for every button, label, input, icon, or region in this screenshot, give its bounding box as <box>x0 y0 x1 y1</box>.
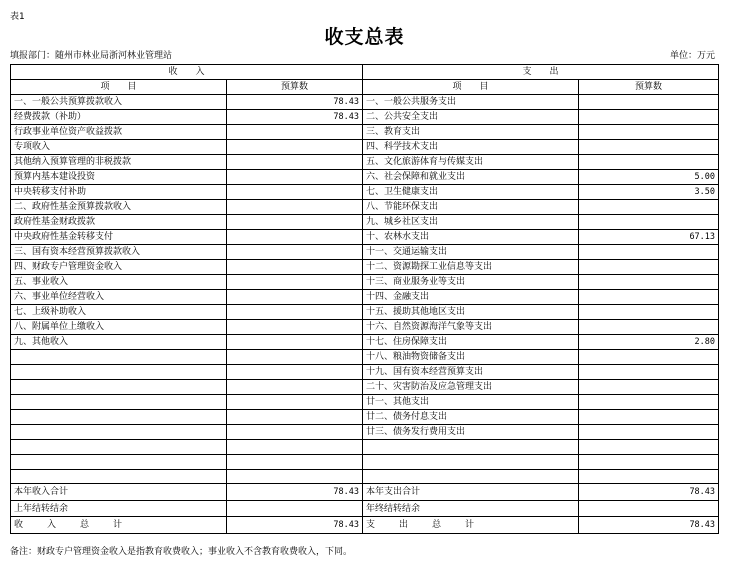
expense-item-label: 廿二、债务付息支出 <box>363 410 579 425</box>
expense-item-label: 十三、商业服务业等支出 <box>363 275 579 290</box>
income-item-label <box>11 425 227 440</box>
income-total-value <box>227 500 363 517</box>
income-item-label <box>11 469 227 484</box>
expense-budget-value <box>579 260 719 275</box>
table-row <box>11 395 719 410</box>
table-row <box>11 320 719 335</box>
expense-total-label: 本年支出合计 <box>363 484 579 501</box>
expense-budget-value <box>579 350 719 365</box>
expense-budget-value: 2.80 <box>579 335 719 350</box>
expense-budget-value <box>579 410 719 425</box>
expense-item-label: 十二、资源勘探工业信息等支出 <box>363 260 579 275</box>
table-number: 表1 <box>10 12 25 22</box>
expense-item-label: 三、教育支出 <box>363 125 579 140</box>
expense-budget-value <box>579 454 719 469</box>
income-item-label <box>11 410 227 425</box>
income-item-label: 行政事业单位资产收益拨款 <box>11 125 227 140</box>
footnote: 备注：财政专户管理资金收入是指教育收费收入；事业收入不含教育收费收入，下同。 <box>10 547 353 557</box>
income-budget-value <box>227 305 363 320</box>
table-row <box>11 454 719 469</box>
income-total-label: 收 入 总 计 <box>11 517 227 534</box>
unit-label: 单位：万元 <box>669 51 715 61</box>
expense-item-label: 六、社会保障和就业支出 <box>363 170 579 185</box>
reporting-department: 填报部门：随州市林业局浙河林业管理站 <box>10 51 173 61</box>
table-row <box>11 185 719 200</box>
expense-section-header: 支 出 <box>363 65 719 80</box>
expense-item-label: 四、科学技术支出 <box>363 140 579 155</box>
total-row <box>11 517 719 534</box>
expense-item-label: 十、农林水支出 <box>363 230 579 245</box>
expense-item-label: 二十、灾害防治及应急管理支出 <box>363 380 579 395</box>
expense-item-label <box>363 469 579 484</box>
income-budget-value <box>227 215 363 230</box>
income-item-label: 一、一般公共预算拨款收入 <box>11 95 227 110</box>
income-budget-value <box>227 410 363 425</box>
income-item-label: 九、其他收入 <box>11 335 227 350</box>
income-item-label: 中央政府性基金转移支付 <box>11 230 227 245</box>
expense-total-label: 支 出 总 计 <box>363 517 579 534</box>
table-row <box>11 425 719 440</box>
expense-item-label: 十四、金融支出 <box>363 290 579 305</box>
expense-item-label <box>363 454 579 469</box>
table-row <box>11 245 719 260</box>
expense-item-label: 八、节能环保支出 <box>363 200 579 215</box>
expense-budget-value <box>579 200 719 215</box>
income-budget-value <box>227 395 363 410</box>
table-row <box>11 200 719 215</box>
income-budget-value <box>227 185 363 200</box>
table-row <box>11 215 719 230</box>
income-item-header: 项 目 <box>11 80 227 95</box>
income-item-label: 经费拨款（补助） <box>11 110 227 125</box>
expense-item-label: 廿一、其他支出 <box>363 395 579 410</box>
expense-item-label: 十七、住房保障支出 <box>363 335 579 350</box>
income-budget-value <box>227 350 363 365</box>
income-budget-value <box>227 200 363 215</box>
income-budget-value: 78.43 <box>227 110 363 125</box>
income-item-label <box>11 440 227 455</box>
expense-budget-value <box>579 215 719 230</box>
income-budget-header: 预算数 <box>227 80 363 95</box>
income-item-label <box>11 350 227 365</box>
expense-budget-value <box>579 245 719 260</box>
income-item-label: 政府性基金财政拨款 <box>11 215 227 230</box>
expense-item-label: 九、城乡社区支出 <box>363 215 579 230</box>
expense-budget-value <box>579 395 719 410</box>
income-item-label <box>11 380 227 395</box>
income-item-label: 四、财政专户管理资金收入 <box>11 260 227 275</box>
income-budget-value <box>227 260 363 275</box>
expense-total-value <box>579 500 719 517</box>
income-item-label: 预算内基本建设投资 <box>11 170 227 185</box>
income-item-label: 其他纳入预算管理的非税拨款 <box>11 155 227 170</box>
expense-item-label: 一、一般公共服务支出 <box>363 95 579 110</box>
income-item-label: 二、政府性基金预算拨款收入 <box>11 200 227 215</box>
income-item-label: 七、上级补助收入 <box>11 305 227 320</box>
income-budget-value <box>227 380 363 395</box>
expense-item-label: 十五、援助其他地区支出 <box>363 305 579 320</box>
expense-budget-value <box>579 110 719 125</box>
table-row <box>11 230 719 245</box>
income-item-label <box>11 365 227 380</box>
income-budget-value <box>227 140 363 155</box>
income-budget-value <box>227 275 363 290</box>
expense-total-label: 年终结转结余 <box>363 500 579 517</box>
income-total-value: 78.43 <box>227 484 363 501</box>
expense-total-value: 78.43 <box>579 517 719 534</box>
table-row <box>11 95 719 110</box>
table-row <box>11 140 719 155</box>
table-row <box>11 380 719 395</box>
table-row <box>11 170 719 185</box>
expense-total-value: 78.43 <box>579 484 719 501</box>
expense-budget-value <box>579 365 719 380</box>
expense-budget-value <box>579 290 719 305</box>
expense-item-label: 十九、国有资本经营预算支出 <box>363 365 579 380</box>
expense-budget-value: 67.13 <box>579 230 719 245</box>
expense-budget-value <box>579 125 719 140</box>
income-budget-value <box>227 170 363 185</box>
income-budget-value <box>227 245 363 260</box>
section-header-row <box>11 65 719 80</box>
expense-budget-value <box>579 440 719 455</box>
income-budget-value <box>227 290 363 305</box>
income-item-label: 中央转移支付补助 <box>11 185 227 200</box>
expense-item-label: 廿三、债务发行费用支出 <box>363 425 579 440</box>
income-item-label <box>11 395 227 410</box>
income-budget-value <box>227 320 363 335</box>
income-item-label: 三、国有资本经营预算拨款收入 <box>11 245 227 260</box>
expense-item-label: 二、公共安全支出 <box>363 110 579 125</box>
table-row <box>11 365 719 380</box>
expense-budget-value <box>579 380 719 395</box>
income-budget-value <box>227 454 363 469</box>
income-total-label: 本年收入合计 <box>11 484 227 501</box>
table-row <box>11 290 719 305</box>
income-budget-value <box>227 365 363 380</box>
table-row <box>11 110 719 125</box>
expense-item-label: 五、文化旅游体育与传媒支出 <box>363 155 579 170</box>
expense-budget-value: 3.50 <box>579 185 719 200</box>
expense-item-label: 十八、粮油物资储备支出 <box>363 350 579 365</box>
table-row <box>11 125 719 140</box>
page-title: 收支总表 <box>324 26 405 48</box>
income-budget-value <box>227 155 363 170</box>
expense-budget-value <box>579 155 719 170</box>
expense-budget-value <box>579 95 719 110</box>
income-total-value: 78.43 <box>227 517 363 534</box>
income-section-header: 收 入 <box>11 65 363 80</box>
expense-budget-value <box>579 425 719 440</box>
income-item-label: 六、事业单位经营收入 <box>11 290 227 305</box>
expense-budget-value <box>579 275 719 290</box>
expense-item-label: 十一、交通运输支出 <box>363 245 579 260</box>
expense-item-label <box>363 440 579 455</box>
income-budget-value <box>227 230 363 245</box>
table-row <box>11 410 719 425</box>
column-header-row <box>11 80 719 95</box>
total-row <box>11 484 719 501</box>
table-row <box>11 350 719 365</box>
table-row <box>11 335 719 350</box>
income-item-label: 专项收入 <box>11 140 227 155</box>
income-budget-value <box>227 125 363 140</box>
income-item-label: 八、附属单位上缴收入 <box>11 320 227 335</box>
table-row <box>11 469 719 484</box>
expense-budget-header: 预算数 <box>579 80 719 95</box>
expense-budget-value <box>579 305 719 320</box>
revenue-expenditure-table <box>10 64 719 534</box>
report-info-line <box>10 50 715 63</box>
expense-item-label: 七、卫生健康支出 <box>363 185 579 200</box>
total-row <box>11 500 719 517</box>
table-row <box>11 260 719 275</box>
expense-item-label: 十六、自然资源海洋气象等支出 <box>363 320 579 335</box>
income-budget-value <box>227 469 363 484</box>
income-budget-value: 78.43 <box>227 95 363 110</box>
table-row <box>11 275 719 290</box>
income-budget-value <box>227 440 363 455</box>
expense-budget-value: 5.00 <box>579 170 719 185</box>
expense-budget-value <box>579 469 719 484</box>
expense-budget-value <box>579 140 719 155</box>
table-row <box>11 440 719 455</box>
income-budget-value <box>227 335 363 350</box>
expense-budget-value <box>579 320 719 335</box>
income-item-label <box>11 454 227 469</box>
income-item-label: 五、事业收入 <box>11 275 227 290</box>
table-row <box>11 305 719 320</box>
expense-item-header: 项 目 <box>363 80 579 95</box>
table-row <box>11 155 719 170</box>
income-total-label: 上年结转结余 <box>11 500 227 517</box>
income-budget-value <box>227 425 363 440</box>
